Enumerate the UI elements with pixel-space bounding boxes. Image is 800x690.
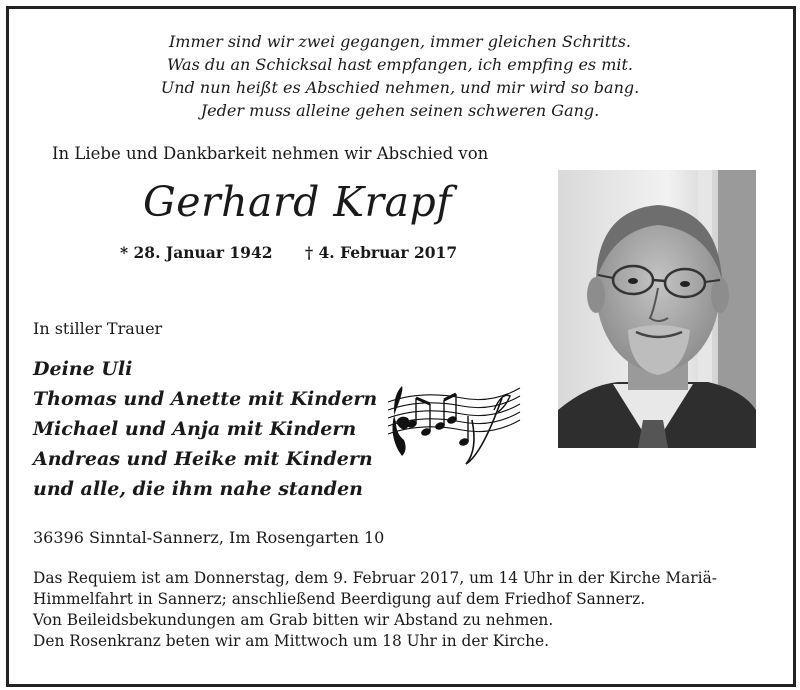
address: 36396 Sinntal-Sannerz, Im Rosengarten 10 — [33, 528, 385, 547]
service-notes — [33, 568, 717, 652]
note-line: Himmelfahrt in Sannerz; anschließend Beerdigung auf dem Friedhof Sannerz. — [33, 590, 646, 608]
birth-date: * 28. Januar 1942 — [120, 243, 273, 262]
poem-line: Immer sind wir zwei gegangen, immer gleichen Schritts. — [168, 32, 632, 51]
poem — [0, 30, 800, 122]
deceased-name: Gerhard Krapf — [143, 178, 452, 226]
death-date: † 4. Februar 2017 — [305, 243, 458, 262]
poem-line: Was du an Schicksal hast empfangen, ich empfing es mit. — [166, 55, 634, 74]
poem-line: Jeder muss alleine gehen seinen schweren Gang. — [200, 101, 600, 120]
note-line: Das Requiem ist am Donnerstag, dem 9. Februar 2017, um 14 Uhr in der Kirche Mariä- — [33, 569, 717, 587]
note-line: Den Rosenkranz beten wir am Mittwoch um 18 Uhr in der Kirche. — [33, 632, 550, 650]
family-list — [33, 354, 377, 504]
family-member: Thomas und Anette mit Kindern — [33, 388, 378, 410]
portrait-photo — [558, 170, 756, 448]
family-member: Andreas und Heike mit Kindern — [33, 448, 373, 470]
family-member: und alle, die ihm nahe standen — [33, 478, 363, 500]
intro-text: In Liebe und Dankbarkeit nehmen wir Abschied von — [52, 144, 489, 163]
music-notes-icon — [382, 380, 524, 466]
poem-line: Und nun heißt es Abschied nehmen, und mir wird so bang. — [160, 78, 640, 97]
family-member: Deine Uli — [33, 358, 133, 380]
family-member: Michael und Anja mit Kindern — [33, 418, 357, 440]
mourning-label: In stiller Trauer — [33, 319, 163, 338]
note-line: Von Beileidsbekundungen am Grab bitten wir Abstand zu nehmen. — [33, 611, 554, 629]
